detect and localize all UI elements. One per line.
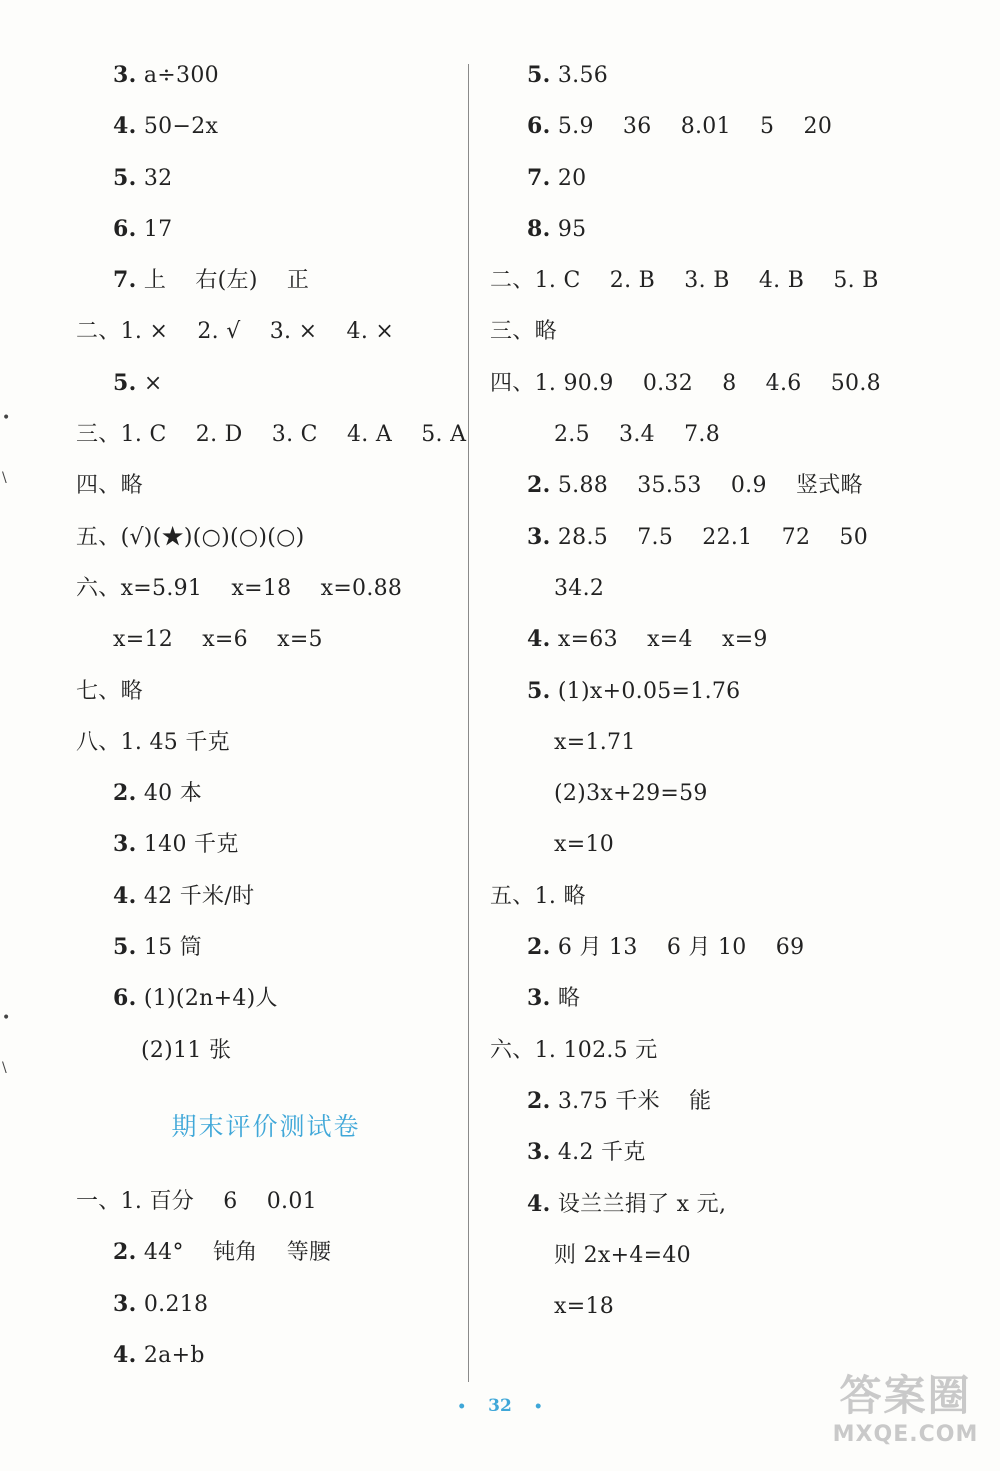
- answer-line: [490, 922, 980, 973]
- answer-line: [76, 306, 456, 357]
- answer-text: 0.218: [136, 1291, 209, 1317]
- answer-text: 32: [136, 165, 173, 191]
- item-number: 2.: [113, 1239, 137, 1266]
- item-number: 4.: [113, 882, 137, 909]
- answer-line: [490, 614, 980, 665]
- answer-text: 20: [550, 165, 587, 191]
- item-number: 4.: [113, 113, 137, 140]
- answer-text: 四、1. 90.9 0.32 8 4.6 50.8: [490, 370, 881, 396]
- item-number: 4.: [527, 626, 551, 653]
- answer-line: [490, 409, 980, 460]
- answer-line: [76, 255, 456, 306]
- answer-line: [490, 1230, 980, 1281]
- answer-line: [76, 1279, 456, 1330]
- answer-text: 八、1. 45 千克: [76, 729, 230, 755]
- item-number: 5.: [527, 62, 551, 88]
- answer-line: [76, 614, 456, 665]
- answer-line: [76, 563, 456, 614]
- answer-line: [76, 1330, 456, 1381]
- left-column: [76, 50, 467, 1381]
- answer-text: 44° 钝角 等腰: [136, 1240, 332, 1266]
- item-number: 5.: [113, 369, 137, 396]
- page-number: 32: [488, 1396, 512, 1416]
- answer-line: [490, 973, 980, 1024]
- answer-text: 六、x=5.91 x=18 x=0.88: [76, 575, 403, 601]
- item-number: 6.: [113, 215, 137, 242]
- margin-dot: •: [2, 410, 11, 426]
- right-column: [490, 50, 980, 1332]
- answer-line: [76, 153, 456, 204]
- answer-text: 95: [550, 216, 587, 242]
- answer-line: [76, 1227, 456, 1278]
- watermark-logo: [818, 1370, 993, 1465]
- answer-text: 二、1. × 2. √ 3. × 4. ×: [76, 319, 395, 345]
- watermark-url: MXQE.COM: [832, 1422, 979, 1447]
- answer-line: [76, 922, 456, 973]
- answer-line: [76, 819, 456, 870]
- answer-line: [490, 717, 980, 768]
- answer-line: [76, 409, 467, 460]
- item-number: 3.: [113, 831, 137, 858]
- answer-text: 28.5 7.5 22.1 72 50: [550, 524, 869, 550]
- answer-text: 5.88 35.53 0.9 竖式略: [550, 473, 863, 499]
- answer-text: 五、(√)(★)(○)(○)(○): [76, 524, 305, 550]
- answer-line: [76, 768, 456, 819]
- answer-line: [76, 204, 456, 255]
- answer-text: ×: [136, 370, 163, 396]
- answer-text: 五、1. 略: [490, 883, 586, 909]
- item-number: 5.: [527, 677, 551, 704]
- answer-text: 2a+b: [136, 1342, 205, 1368]
- answer-text: x=18: [554, 1294, 615, 1320]
- item-number: 3.: [527, 523, 551, 550]
- column-divider: [468, 64, 469, 1382]
- item-number: 3.: [113, 62, 137, 88]
- item-number: 4.: [113, 1341, 137, 1368]
- answer-line: [490, 1025, 980, 1076]
- item-number: 6.: [113, 985, 137, 1012]
- answer-line: [490, 768, 980, 819]
- answer-line: [490, 153, 980, 204]
- answer-text: x=10: [554, 832, 615, 858]
- answer-text: a÷300: [136, 63, 219, 88]
- footer-dot-left: •: [457, 1399, 467, 1415]
- answer-text: 3.56: [550, 63, 609, 88]
- answer-text: 一、1. 百分 6 0.01: [76, 1188, 317, 1214]
- item-number: 2.: [527, 1087, 551, 1114]
- answer-line: [76, 1176, 456, 1227]
- answer-line: [76, 358, 456, 409]
- answer-line: [490, 819, 980, 870]
- answer-line: [76, 973, 456, 1024]
- section-title: 期末评价测试卷: [171, 1111, 361, 1141]
- answer-text: 6 月 13 6 月 10 69: [550, 935, 805, 961]
- watermark-title: 答案圈: [839, 1371, 972, 1420]
- answer-line: [490, 512, 980, 563]
- answer-text: 设兰兰捐了 x 元,: [550, 1191, 727, 1217]
- answer-text: 4.2 千克: [550, 1140, 646, 1166]
- answer-line: [490, 50, 980, 101]
- answer-line: [490, 1127, 980, 1178]
- item-number: 2.: [527, 934, 551, 961]
- answer-line: [490, 563, 980, 614]
- answer-text: 2.5 3.4 7.8: [554, 422, 721, 448]
- answer-text: 七、略: [76, 678, 143, 704]
- answer-line: [490, 255, 980, 306]
- answer-line: [76, 50, 456, 101]
- answer-text: 上 右(左) 正: [136, 268, 310, 294]
- item-number: 7.: [113, 267, 137, 294]
- answer-text: (1)(2n+4)人: [136, 986, 278, 1012]
- item-number: 2.: [113, 780, 137, 807]
- item-number: 3.: [527, 1139, 551, 1166]
- item-number: 2.: [527, 472, 551, 499]
- margin-dot: •: [2, 1010, 11, 1026]
- answer-text: 六、1. 102.5 元: [490, 1037, 658, 1063]
- answer-text: (2)3x+29=59: [554, 781, 708, 807]
- answer-line: [76, 871, 456, 922]
- answer-line: [76, 666, 456, 717]
- answer-line: [490, 1179, 980, 1230]
- item-number: 6.: [527, 113, 551, 140]
- right-answer-list: [490, 50, 980, 1332]
- answer-line: [490, 358, 980, 409]
- answer-line: [76, 1025, 456, 1076]
- answer-line: [490, 1076, 980, 1127]
- answer-line: [490, 460, 980, 511]
- margin-tick: \: [2, 470, 7, 486]
- left-answer-list-after: [76, 1176, 456, 1381]
- answer-text: 50−2x: [136, 114, 219, 140]
- margin-tick: \: [2, 1060, 7, 1076]
- item-number: 5.: [113, 164, 137, 191]
- item-number: 4.: [527, 1190, 551, 1217]
- answer-text: 140 千克: [136, 832, 239, 858]
- answer-text: 34.2: [554, 575, 605, 601]
- left-answer-list: [76, 50, 467, 1076]
- answer-text: 四、略: [76, 473, 143, 499]
- answer-text: 则 2x+4=40: [554, 1242, 691, 1268]
- answer-text: 17: [136, 216, 173, 242]
- answer-line: [490, 1281, 980, 1332]
- item-number: 5.: [113, 934, 137, 961]
- answer-text: 42 千米/时: [136, 883, 255, 909]
- item-number: 3.: [113, 1290, 137, 1317]
- answer-line: [490, 101, 980, 152]
- answer-line: [490, 871, 980, 922]
- answer-text: 3.75 千米 能: [550, 1088, 712, 1114]
- answer-text: (2)11 张: [141, 1037, 232, 1063]
- answer-line: [490, 306, 980, 357]
- answer-text: x=63 x=4 x=9: [550, 627, 768, 653]
- answer-text: 15 筒: [136, 935, 203, 961]
- answer-text: 三、1. C 2. D 3. C 4. A 5. A: [76, 422, 467, 448]
- answer-line: [76, 460, 456, 511]
- answer-text: x=1.71: [554, 729, 636, 755]
- answer-text: 5.9 36 8.01 5 20: [550, 114, 833, 140]
- answer-line: [490, 666, 980, 717]
- footer-dot-right: •: [533, 1399, 543, 1415]
- answer-line: [490, 204, 980, 255]
- answer-line: [76, 717, 456, 768]
- item-number: 7.: [527, 164, 551, 191]
- answer-line: [76, 512, 456, 563]
- answer-text: 三、略: [490, 319, 557, 345]
- answer-text: x=12 x=6 x=5: [113, 627, 323, 653]
- answer-line: [76, 101, 456, 152]
- item-number: 3.: [527, 985, 551, 1012]
- answer-text: 略: [550, 986, 581, 1012]
- answer-text: 二、1. C 2. B 3. B 4. B 5. B: [490, 268, 879, 294]
- answer-text: (1)x+0.05=1.76: [550, 678, 741, 704]
- answer-text: 40 本: [136, 781, 203, 807]
- item-number: 8.: [527, 215, 551, 242]
